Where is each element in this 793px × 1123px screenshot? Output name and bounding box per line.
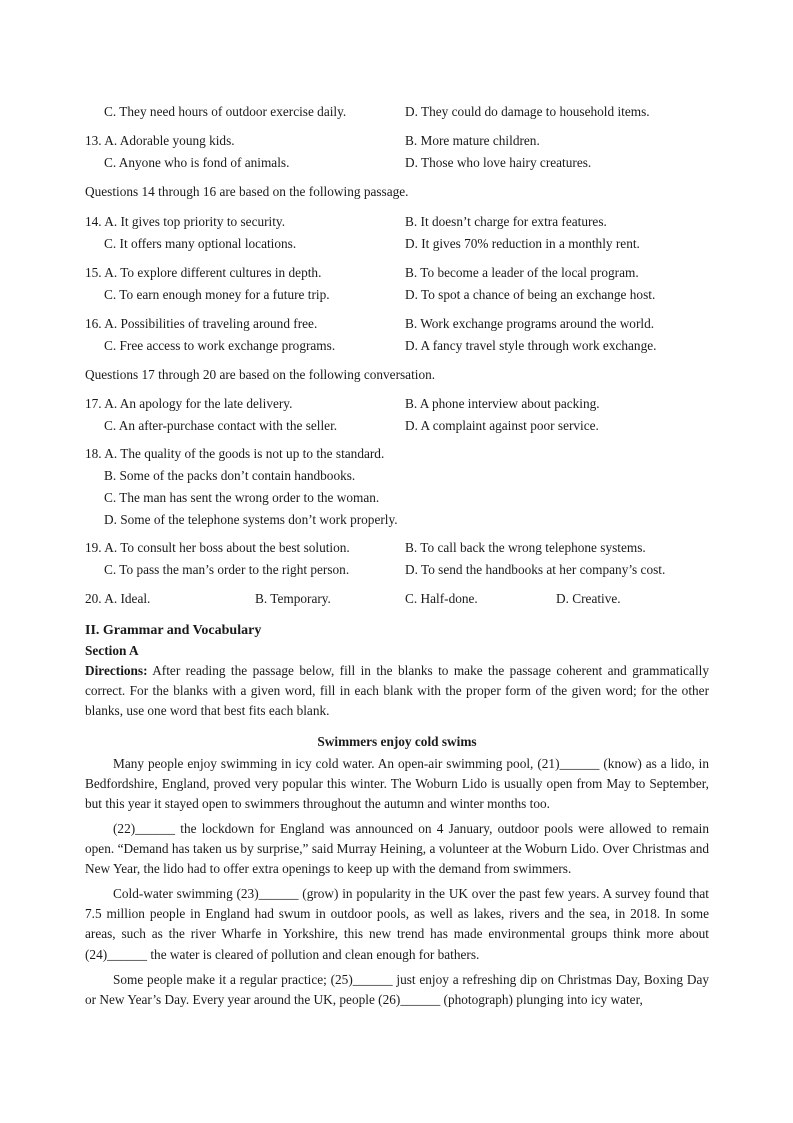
q17-option-c: C. An after-purchase contact with the seller. [104,418,338,433]
q12-option-c: C. They need hours of outdoor exercise daily. [104,104,347,119]
q16-option-d: D. A fancy travel style through work exchange. [405,338,657,353]
q14-option-d: D. It gives 70% reduction in a monthly rent. [405,236,640,251]
directions-text: After reading the passage below, fill in the blanks to make the passage coherent and grammatically correct. For the blanks with a given word, fill in each blank with the proper form of the given word; for the other blanks, use one word that best fits each blank. [85,663,709,719]
q15-option-b: B. To become a leader of the local program. [405,265,639,280]
q15-option-a: 15. A. To explore different cultures in depth. [85,265,322,280]
questions-14-16-intro: Questions 14 through 16 are based on the following passage. [85,184,409,199]
q17-option-b: B. A phone interview about packing. [405,396,600,411]
q20-option-c: C. Half-done. [405,591,478,606]
q14-option-b: B. It doesn’t charge for extra features. [405,214,607,229]
q16-option-a: 16. A. Possibilities of traveling around free. [85,316,318,331]
q12-option-d: D. They could do damage to household items. [405,104,650,119]
q17-option-d: D. A complaint against poor service. [405,418,599,433]
q19-option-d: D. To send the handbooks at her company’s cost. [405,562,666,577]
q13-option-b: B. More mature children. [405,133,540,148]
q16-option-c: C. Free access to work exchange programs. [104,338,336,353]
questions-17-20-intro: Questions 17 through 20 are based on the following conversation. [85,367,436,382]
q15-option-d: D. To spot a chance of being an exchange host. [405,287,656,302]
q13-option-d: D. Those who love hairy creatures. [405,155,592,170]
q17-option-a: 17. A. An apology for the late delivery. [85,396,293,411]
q16-option-b: B. Work exchange programs around the world. [405,316,655,331]
q18-option-d: D. Some of the telephone systems don’t work properly. [104,512,398,527]
q18-option-c: C. The man has sent the wrong order to the woman. [104,490,380,505]
q20-option-b: B. Temporary. [255,591,331,606]
passage-paragraph-1: Many people enjoy swimming in icy cold water. An open-air swimming pool, (21)______ (know) as a lido, in Bedfordshire, England, proved very popular this winter. The Woburn Lido is usually open from May to September, but this year it stayed open to swimmers throughout the autumn and winter months too. [85,756,709,812]
q18-option-b: B. Some of the packs don’t contain handbooks. [104,468,356,483]
q18-option-a: 18. A. The quality of the goods is not up to the standard. [85,446,385,461]
q19-option-c: C. To pass the man’s order to the right person. [104,562,350,577]
q13-option-a: 13. A. Adorable young kids. [85,133,235,148]
q15-option-c: C. To earn enough money for a future trip. [104,287,330,302]
q19-option-a: 19. A. To consult her boss about the best solution. [85,540,350,555]
passage-paragraph-2: (22)______ the lockdown for England was announced on 4 January, outdoor pools were allowed to remain open. “Demand has taken us by surprise,” said Murray Heining, a volunteer at the Woburn Lido. Over Christmas and New Year, the lido had to offer extra openings to keep up with the demand from swimmers. [85,821,709,877]
q14-option-a: 14. A. It gives top priority to security. [85,214,286,229]
q20-option-d: D. Creative. [556,591,621,606]
passage-title: Swimmers enjoy cold swims [317,734,477,749]
directions-block [85,661,709,722]
directions-label: Directions: [85,663,148,678]
passage-paragraph-3: Cold-water swimming (23)______ (grow) in popularity in the UK over the past few years. A survey found that 7.5 million people in England had swum in outdoor pools, as well as lakes, rivers and the sea, in 2018. In some areas, such as the river Wharfe in Yorkshire, this new trend has made environmental groups think more about (24)______ the water is cleared of pollution and clean enough for bathers. [85,886,709,962]
q13-option-c: C. Anyone who is fond of animals. [104,155,290,170]
section-a-heading: Section A [85,643,139,658]
passage-paragraph-4: Some people make it a regular practice; (25)______ just enjoy a refreshing dip on Christmas Day, Boxing Day or New Year’s Day. Every year around the UK, people (26)______ (photograph) plunging into icy water, [85,972,709,1008]
q19-option-b: B. To call back the wrong telephone systems. [405,540,646,555]
section-heading: II. Grammar and Vocabulary [85,623,262,638]
q20-option-a: 20. A. Ideal. [85,591,151,606]
q14-option-c: C. It offers many optional locations. [104,236,297,251]
